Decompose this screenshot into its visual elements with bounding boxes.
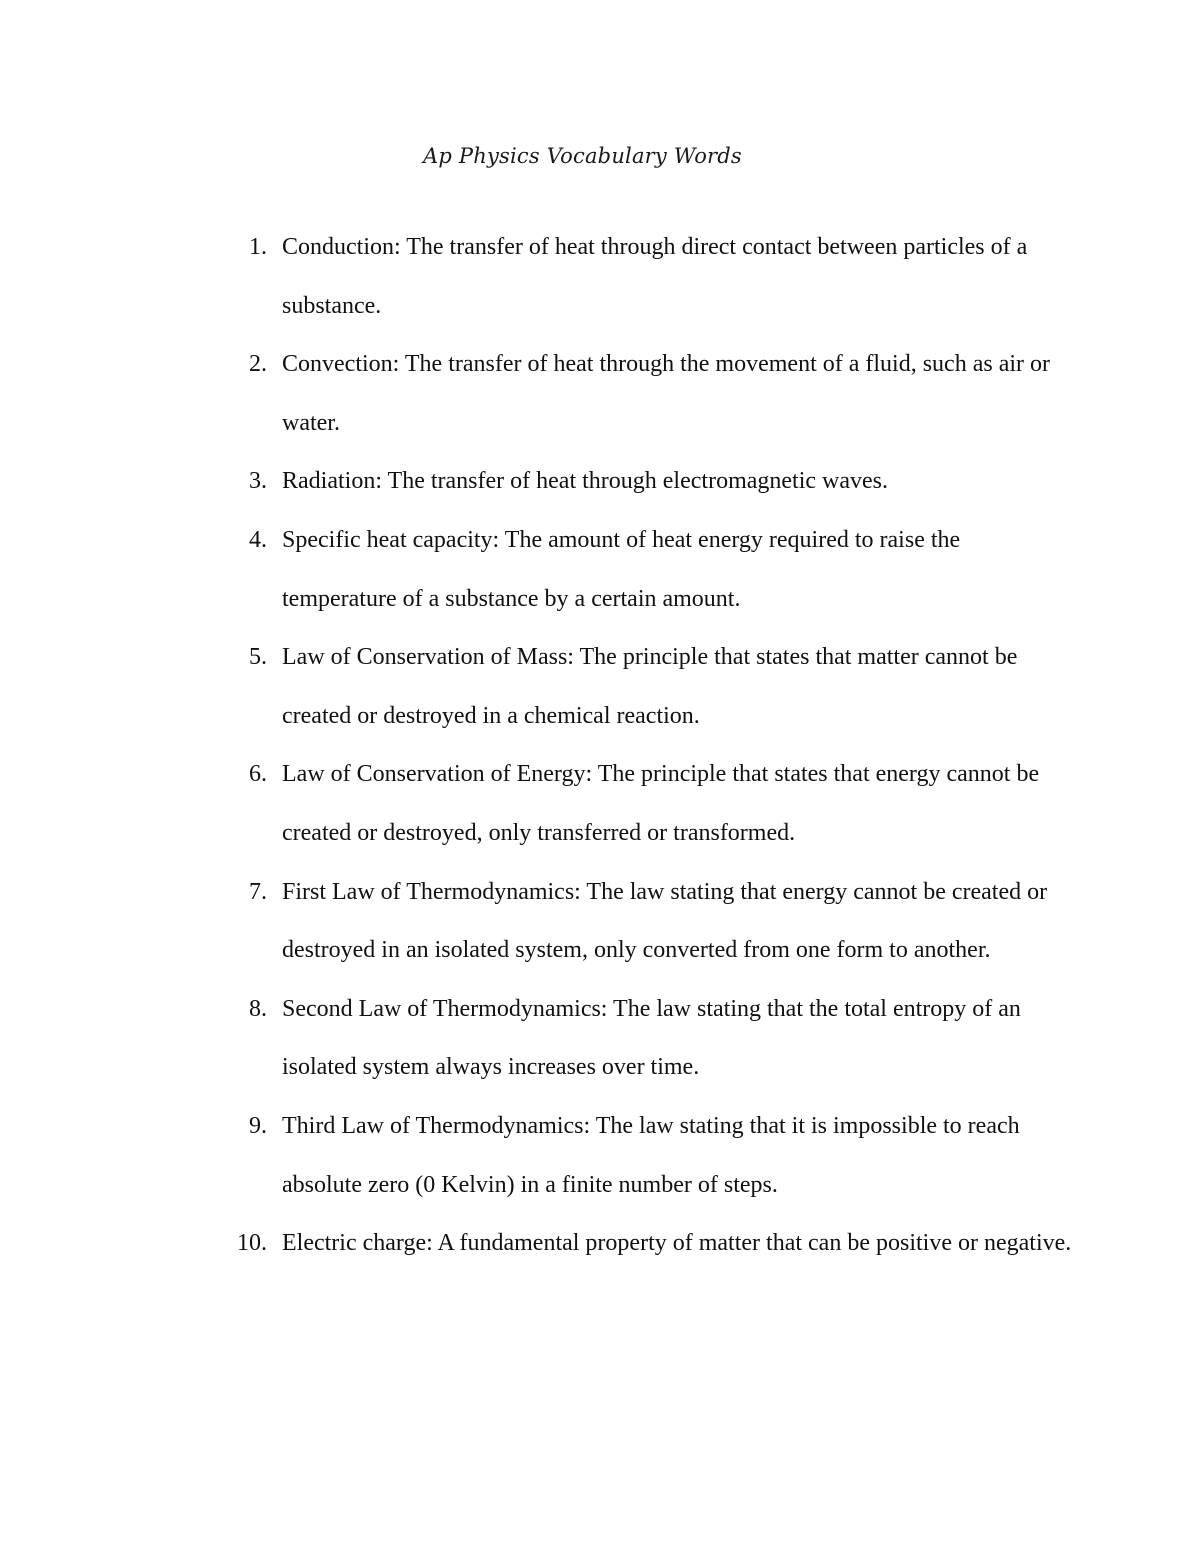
- list-item: [0, 863, 1200, 980]
- list-item-text: Convection: The transfer of heat through the movement of a fluid, such as air or water.: [282, 351, 1050, 436]
- list-item: [0, 1097, 1200, 1214]
- list-item: [0, 980, 1200, 1097]
- list-item-text: Electric charge: A fundamental property of matter that can be positive or negative.: [282, 1230, 1072, 1257]
- list-item-number: 4.: [249, 526, 267, 553]
- list-item-number: 6.: [249, 761, 267, 788]
- list-item-number: 9.: [249, 1112, 267, 1139]
- list-item-number: 8.: [249, 995, 267, 1022]
- list-item-number: 1.: [249, 234, 267, 260]
- list-item: [0, 511, 1200, 628]
- list-item: [0, 1214, 1200, 1273]
- list-item-number: 3.: [249, 468, 267, 495]
- list-item-number: 5.: [249, 644, 267, 671]
- list-item-number: 2.: [249, 351, 267, 378]
- list-item: [0, 628, 1200, 745]
- document-title: Ap Physics Vocabulary Words: [423, 144, 742, 168]
- list-item-text: Law of Conservation of Mass: The principle that states that matter cannot be created or destroyed in a chemical reaction.: [282, 644, 1018, 729]
- list-item: [0, 218, 1200, 335]
- list-item-text: Third Law of Thermodynamics: The law stating that it is impossible to reach absolute zero (0 Kelvin) in a finite number of steps.: [282, 1112, 1020, 1198]
- list-item-text: Conduction: The transfer of heat through direct contact between particles of a substance.: [282, 234, 1028, 319]
- list-item: [0, 452, 1200, 511]
- list-item-text: Radiation: The transfer of heat through electromagnetic waves.: [282, 468, 888, 495]
- list-item-number: 7.: [249, 878, 267, 905]
- vocabulary-list: [0, 218, 1200, 1273]
- list-item-text: Law of Conservation of Energy: The principle that states that energy cannot be created or destroyed, only transferred or transformed.: [282, 761, 1040, 846]
- list-item-text: Second Law of Thermodynamics: The law stating that the total entropy of an isolated system always increases over time.: [282, 995, 1021, 1081]
- list-item-number: 10.: [237, 1230, 267, 1257]
- list-item-text: Specific heat capacity: The amount of heat energy required to raise the temperature of a substance by a certain amount.: [282, 526, 961, 612]
- list-item: [0, 745, 1200, 862]
- list-item: [0, 335, 1200, 452]
- list-item-text: First Law of Thermodynamics: The law stating that energy cannot be created or destroyed in an isolated system, only converted from one form to another.: [282, 878, 1048, 964]
